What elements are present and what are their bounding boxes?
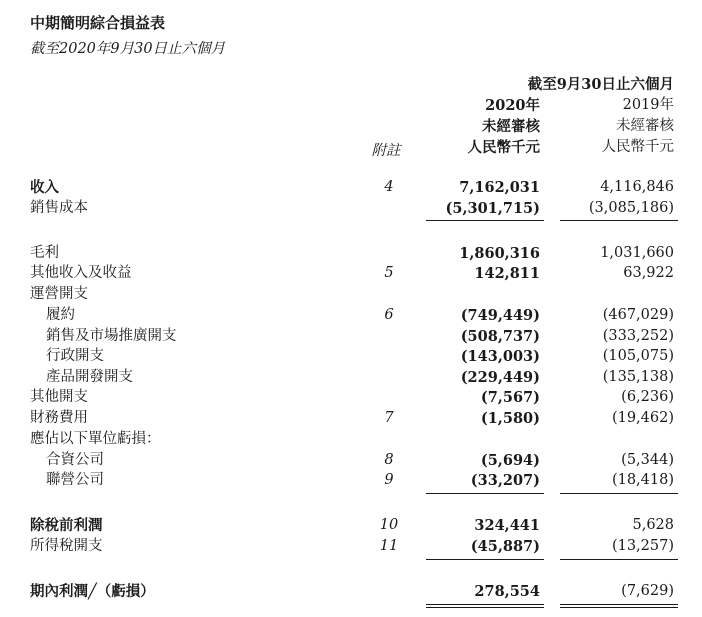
value-2020: (5,694)	[480, 452, 540, 469]
row-label: 所得稅開支	[30, 538, 103, 554]
year-current-header: 2020年	[485, 97, 540, 114]
row-label: 財務費用	[30, 410, 88, 426]
statement-title: 中期簡明綜合損益表	[30, 14, 166, 32]
subtotal-rule	[560, 493, 678, 494]
audit-prior-header: 未經審核	[616, 118, 674, 134]
value-2019: (6,236)	[621, 389, 674, 405]
row-label: 運營開支	[30, 286, 88, 302]
row-label: 行政開支	[46, 348, 104, 364]
value-2020: 324,441	[474, 517, 540, 534]
row-note: 9	[384, 472, 394, 488]
row-label: 其他開支	[30, 389, 88, 405]
row-note: 5	[384, 265, 394, 281]
statement-subtitle: 截至2020年9月30日止六個月	[30, 41, 226, 57]
row-note: 8	[384, 452, 394, 468]
value-2020: (7,567)	[480, 389, 540, 406]
row-label: 期內利潤╱（虧損）	[30, 583, 155, 600]
row-note: 4	[384, 179, 394, 195]
subtotal-rule	[560, 559, 678, 560]
value-2020: (143,003)	[460, 348, 540, 365]
table-row	[0, 470, 702, 491]
row-label: 履約	[46, 307, 75, 323]
table-row	[0, 284, 702, 305]
value-2020: (229,449)	[460, 369, 540, 386]
table-row	[0, 177, 702, 198]
value-2019: 1,031,660	[600, 245, 674, 261]
table-row	[0, 346, 702, 367]
table-row	[0, 263, 702, 284]
table-row	[0, 515, 702, 536]
row-label: 毛利	[30, 245, 59, 261]
row-label: 除稅前利潤	[30, 517, 103, 534]
total-double-rule-top	[426, 604, 544, 605]
value-2019: (18,418)	[611, 472, 674, 488]
value-2019: (135,138)	[602, 369, 674, 385]
value-2019: (333,252)	[602, 328, 674, 344]
total-double-rule-bottom	[426, 607, 544, 608]
value-2019: (105,075)	[602, 348, 674, 364]
subtotal-rule	[426, 220, 544, 221]
value-2019: (13,257)	[611, 538, 674, 554]
value-2019: (5,344)	[621, 452, 674, 468]
table-row	[0, 326, 702, 347]
value-2019: (19,462)	[611, 410, 674, 426]
value-2019: (7,629)	[621, 583, 674, 599]
value-2019: 5,628	[632, 517, 674, 533]
year-prior-header: 2019年	[622, 97, 674, 113]
value-2020: 142,811	[474, 265, 540, 282]
total-double-rule-bottom	[560, 607, 678, 608]
table-row	[0, 429, 702, 450]
unit-current-header: 人民幣千元	[467, 139, 540, 156]
row-label: 應佔以下單位虧損：	[30, 431, 161, 447]
table-row	[0, 450, 702, 471]
row-note: 6	[384, 307, 394, 323]
row-label: 收入	[30, 179, 59, 196]
row-label: 聯營公司	[46, 472, 104, 488]
table-row	[0, 243, 702, 264]
value-2020: 1,860,316	[459, 245, 540, 262]
value-2020: (45,887)	[470, 538, 540, 555]
value-2019: 63,922	[623, 265, 674, 281]
value-2020: 7,162,031	[459, 179, 540, 196]
total-double-rule-top	[560, 604, 678, 605]
row-label: 銷售成本	[30, 200, 88, 216]
subtotal-rule	[426, 559, 544, 560]
value-2020: (749,449)	[460, 307, 540, 324]
row-note: 10	[379, 517, 399, 533]
table-row	[0, 536, 702, 557]
row-label: 其他收入及收益	[30, 265, 132, 281]
notes-header: 附註	[371, 143, 401, 159]
value-2020: 278,554	[474, 583, 540, 600]
value-2019: (467,029)	[602, 307, 674, 323]
table-row	[0, 198, 702, 219]
table-row	[0, 581, 702, 602]
row-note: 11	[379, 538, 399, 554]
value-2020: (1,580)	[480, 410, 540, 427]
value-2020: (5,301,715)	[445, 200, 540, 217]
table-row	[0, 387, 702, 408]
subtotal-rule	[426, 493, 544, 494]
audit-current-header: 未經審核	[482, 118, 540, 135]
value-2020: (33,207)	[470, 472, 540, 489]
row-note: 7	[384, 410, 394, 426]
subtotal-rule	[560, 220, 678, 221]
period-header: 截至9月30日止六個月	[527, 76, 674, 93]
row-label: 產品開發開支	[46, 369, 133, 385]
row-label: 銷售及市場推廣開支	[46, 328, 177, 344]
unit-prior-header: 人民幣千元	[601, 139, 674, 155]
value-2019: 4,116,846	[600, 179, 674, 195]
value-2020: (508,737)	[460, 328, 540, 345]
table-row	[0, 305, 702, 326]
table-row	[0, 367, 702, 388]
value-2019: (3,085,186)	[588, 200, 674, 216]
table-row	[0, 408, 702, 429]
row-label: 合資公司	[46, 452, 104, 468]
